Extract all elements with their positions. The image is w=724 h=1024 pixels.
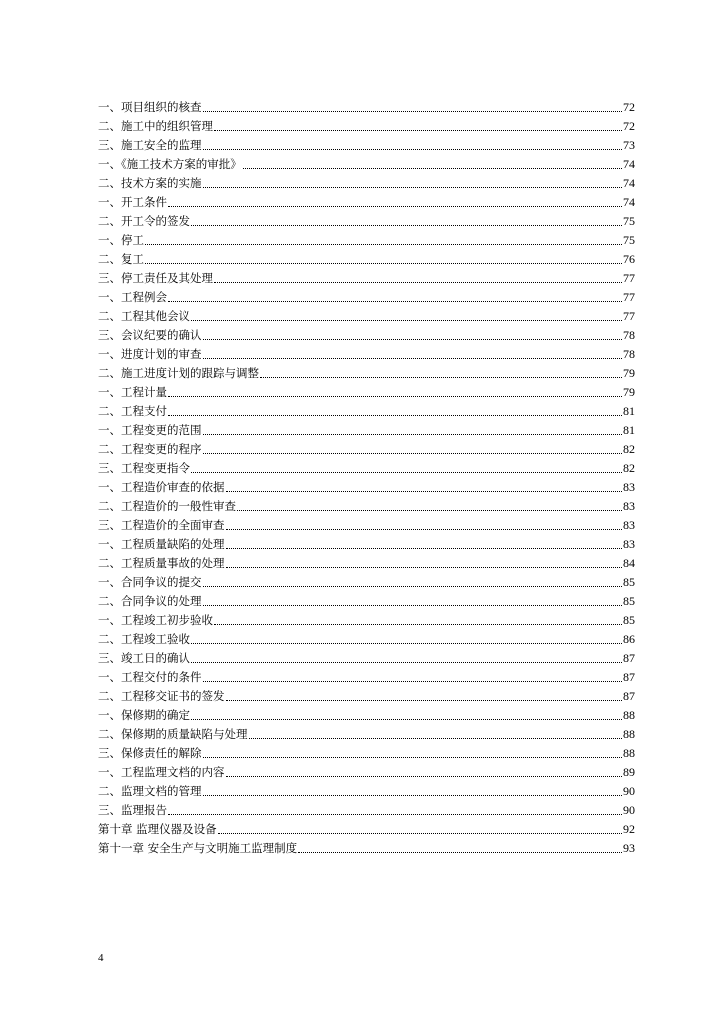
toc-dot-leader — [214, 281, 622, 283]
toc-entry-title: 二、工程竣工验收 — [98, 632, 190, 646]
toc-dot-leader — [203, 186, 623, 188]
toc-entry-page: 81 — [623, 423, 635, 437]
toc-entry-title: 二、工程支付 — [98, 404, 167, 418]
toc-entry[interactable] — [98, 744, 635, 763]
toc-entry-page: 85 — [623, 594, 635, 608]
toc-entry-page: 78 — [623, 347, 635, 361]
toc-entry-title: 二、工程变更的程序 — [98, 442, 202, 456]
toc-entry[interactable] — [98, 839, 635, 858]
toc-entry[interactable] — [98, 269, 635, 288]
toc-entry[interactable] — [98, 725, 635, 744]
toc-entry[interactable] — [98, 459, 635, 478]
toc-entry-title: 三、会议纪要的确认 — [98, 328, 202, 342]
toc-dot-leader — [191, 471, 622, 473]
toc-entry[interactable] — [98, 364, 635, 383]
toc-entry[interactable] — [98, 573, 635, 592]
toc-dot-leader — [203, 756, 623, 758]
toc-entry-title: 一、工程例会 — [98, 290, 167, 304]
toc-entry[interactable] — [98, 402, 635, 421]
toc-entry-page: 83 — [623, 480, 635, 494]
toc-dot-leader — [191, 642, 622, 644]
toc-entry-page: 89 — [623, 765, 635, 779]
toc-entry-title: 二、工程质量事故的处理 — [98, 556, 225, 570]
toc-entry-page: 74 — [623, 157, 635, 171]
toc-dot-leader — [214, 129, 622, 131]
toc-dot-leader — [218, 832, 622, 834]
toc-dot-leader — [145, 262, 622, 264]
toc-entry[interactable] — [98, 706, 635, 725]
toc-dot-leader — [203, 357, 623, 359]
toc-entry-page: 77 — [623, 309, 635, 323]
toc-entry[interactable] — [98, 649, 635, 668]
toc-dot-leader — [191, 319, 622, 321]
toc-entry-title: 一、开工条件 — [98, 195, 167, 209]
toc-entry-title: 一、工程竣工初步验收 — [98, 613, 213, 627]
toc-entry-page: 85 — [623, 613, 635, 627]
toc-entry-page: 82 — [623, 461, 635, 475]
toc-entry[interactable] — [98, 668, 635, 687]
toc-entry[interactable] — [98, 592, 635, 611]
toc-entry-title: 二、工程移交证书的签发 — [98, 689, 225, 703]
toc-entry-title: 一、停工 — [98, 233, 144, 247]
toc-entry-page: 83 — [623, 518, 635, 532]
toc-entry[interactable] — [98, 117, 635, 136]
toc-entry-page: 83 — [623, 499, 635, 513]
toc-dot-leader — [226, 547, 623, 549]
toc-entry[interactable] — [98, 155, 635, 174]
toc-entry[interactable] — [98, 98, 635, 117]
toc-entry-title: 二、保修期的质量缺陷与处理 — [98, 727, 248, 741]
toc-entry-title: 三、竣工日的确认 — [98, 651, 190, 665]
toc-entry[interactable] — [98, 212, 635, 231]
toc-dot-leader — [203, 604, 623, 606]
toc-entry-page: 75 — [623, 214, 635, 228]
toc-entry[interactable] — [98, 288, 635, 307]
toc-dot-leader — [203, 452, 623, 454]
toc-dot-leader — [168, 395, 622, 397]
toc-dot-leader — [203, 680, 623, 682]
toc-entry-title: 三、保修责任的解除 — [98, 746, 202, 760]
toc-dot-leader — [226, 566, 623, 568]
toc-entry-page: 77 — [623, 290, 635, 304]
toc-dot-leader — [243, 167, 622, 169]
toc-dot-leader — [168, 414, 622, 416]
toc-dot-leader — [203, 794, 623, 796]
toc-entry[interactable] — [98, 136, 635, 155]
toc-dot-leader — [298, 851, 622, 853]
toc-dot-leader — [226, 528, 623, 530]
toc-entry-page: 88 — [623, 727, 635, 741]
toc-entry[interactable] — [98, 554, 635, 573]
toc-entry[interactable] — [98, 782, 635, 801]
toc-entry-page: 88 — [623, 708, 635, 722]
toc-entry-title: 第十一章 安全生产与文明施工监理制度 — [98, 841, 298, 855]
toc-entry-title: 二、监理文档的管理 — [98, 784, 202, 798]
toc-entry-title: 三、停工责任及其处理 — [98, 271, 213, 285]
toc-dot-leader — [249, 737, 623, 739]
toc-entry-page: 87 — [623, 689, 635, 703]
toc-entry[interactable] — [98, 516, 635, 535]
toc-dot-leader — [191, 661, 622, 663]
toc-entry[interactable] — [98, 307, 635, 326]
toc-entry-title: 二、合同争议的处理 — [98, 594, 202, 608]
toc-dot-leader — [203, 110, 623, 112]
toc-entry-title: 二、工程其他会议 — [98, 309, 190, 323]
toc-entry[interactable] — [98, 174, 635, 193]
toc-entry-title: 一、工程变更的范围 — [98, 423, 202, 437]
toc-entry-page: 90 — [623, 784, 635, 798]
toc-entry[interactable] — [98, 231, 635, 250]
toc-entry-title: 第十章 监理仪器及设备 — [98, 822, 217, 836]
toc-dot-leader — [203, 433, 623, 435]
toc-entry[interactable] — [98, 193, 635, 212]
toc-entry-page: 84 — [623, 556, 635, 570]
toc-dot-leader — [191, 718, 622, 720]
toc-dot-leader — [226, 775, 623, 777]
toc-entry[interactable] — [98, 497, 635, 516]
toc-entry-title: 二、技术方案的实施 — [98, 176, 202, 190]
toc-entry[interactable] — [98, 687, 635, 706]
toc-entry-title: 一、工程交付的条件 — [98, 670, 202, 684]
toc-entry[interactable] — [98, 383, 635, 402]
toc-dot-leader — [203, 338, 623, 340]
toc-dot-leader — [168, 813, 622, 815]
toc-dot-leader — [168, 300, 622, 302]
toc-entry-page: 73 — [623, 138, 635, 152]
toc-entry-title: 三、工程变更指令 — [98, 461, 190, 475]
toc-entry-page: 76 — [623, 252, 635, 266]
toc-entry[interactable] — [98, 535, 635, 554]
toc-dot-leader — [226, 699, 623, 701]
toc-dot-leader — [191, 224, 622, 226]
toc-dot-leader — [237, 509, 622, 511]
toc-entry-page: 85 — [623, 575, 635, 589]
page-number: 4 — [98, 952, 104, 964]
toc-entry-page: 72 — [623, 119, 635, 133]
toc-dot-leader — [203, 148, 623, 150]
toc-entry-page: 81 — [623, 404, 635, 418]
table-of-contents — [98, 98, 635, 858]
toc-entry-title: 一、保修期的确定 — [98, 708, 190, 722]
toc-dot-leader — [203, 585, 623, 587]
toc-entry[interactable] — [98, 478, 635, 497]
toc-entry-page: 87 — [623, 670, 635, 684]
toc-entry[interactable] — [98, 421, 635, 440]
toc-dot-leader — [168, 205, 622, 207]
toc-entry-page: 75 — [623, 233, 635, 247]
toc-entry-page: 79 — [623, 385, 635, 399]
toc-entry-page: 82 — [623, 442, 635, 456]
toc-dot-leader — [145, 243, 622, 245]
toc-entry-title: 三、施工安全的监理 — [98, 138, 202, 152]
toc-entry-page: 87 — [623, 651, 635, 665]
toc-entry[interactable] — [98, 820, 635, 839]
toc-entry[interactable] — [98, 763, 635, 782]
toc-entry-page: 92 — [623, 822, 635, 836]
toc-dot-leader — [260, 376, 622, 378]
toc-entry[interactable] — [98, 801, 635, 820]
toc-entry[interactable] — [98, 250, 635, 269]
toc-entry[interactable] — [98, 440, 635, 459]
toc-entry[interactable] — [98, 345, 635, 364]
toc-entry-page: 90 — [623, 803, 635, 817]
toc-dot-leader — [214, 623, 622, 625]
toc-entry[interactable] — [98, 611, 635, 630]
toc-entry-title: 一、工程质量缺陷的处理 — [98, 537, 225, 551]
toc-entry-title: 一、《施工技术方案的审批》 — [98, 157, 242, 171]
toc-entry-title: 一、进度计划的审查 — [98, 347, 202, 361]
toc-entry-page: 78 — [623, 328, 635, 342]
toc-entry-title: 一、工程计量 — [98, 385, 167, 399]
toc-entry-title: 二、工程造价的一般性审查 — [98, 499, 236, 513]
toc-entry-title: 三、监理报告 — [98, 803, 167, 817]
toc-entry-title: 一、项目组织的核查 — [98, 100, 202, 114]
toc-entry-title: 一、合同争议的提交 — [98, 575, 202, 589]
toc-entry-title: 三、工程造价的全面审查 — [98, 518, 225, 532]
toc-entry[interactable] — [98, 326, 635, 345]
toc-entry-page: 83 — [623, 537, 635, 551]
toc-dot-leader — [226, 490, 623, 492]
toc-entry[interactable] — [98, 630, 635, 649]
toc-entry-title: 二、开工令的签发 — [98, 214, 190, 228]
toc-entry-page: 74 — [623, 195, 635, 209]
toc-entry-page: 88 — [623, 746, 635, 760]
toc-entry-page: 72 — [623, 100, 635, 114]
toc-entry-page: 79 — [623, 366, 635, 380]
toc-entry-title: 二、施工中的组织管理 — [98, 119, 213, 133]
toc-entry-title: 一、工程监理文档的内容 — [98, 765, 225, 779]
toc-entry-page: 74 — [623, 176, 635, 190]
toc-entry-page: 86 — [623, 632, 635, 646]
toc-entry-title: 二、施工进度计划的跟踪与调整 — [98, 366, 259, 380]
toc-entry-page: 77 — [623, 271, 635, 285]
toc-entry-page: 93 — [623, 841, 635, 855]
toc-entry-title: 二、复工 — [98, 252, 144, 266]
toc-entry-title: 一、工程造价审查的依据 — [98, 480, 225, 494]
